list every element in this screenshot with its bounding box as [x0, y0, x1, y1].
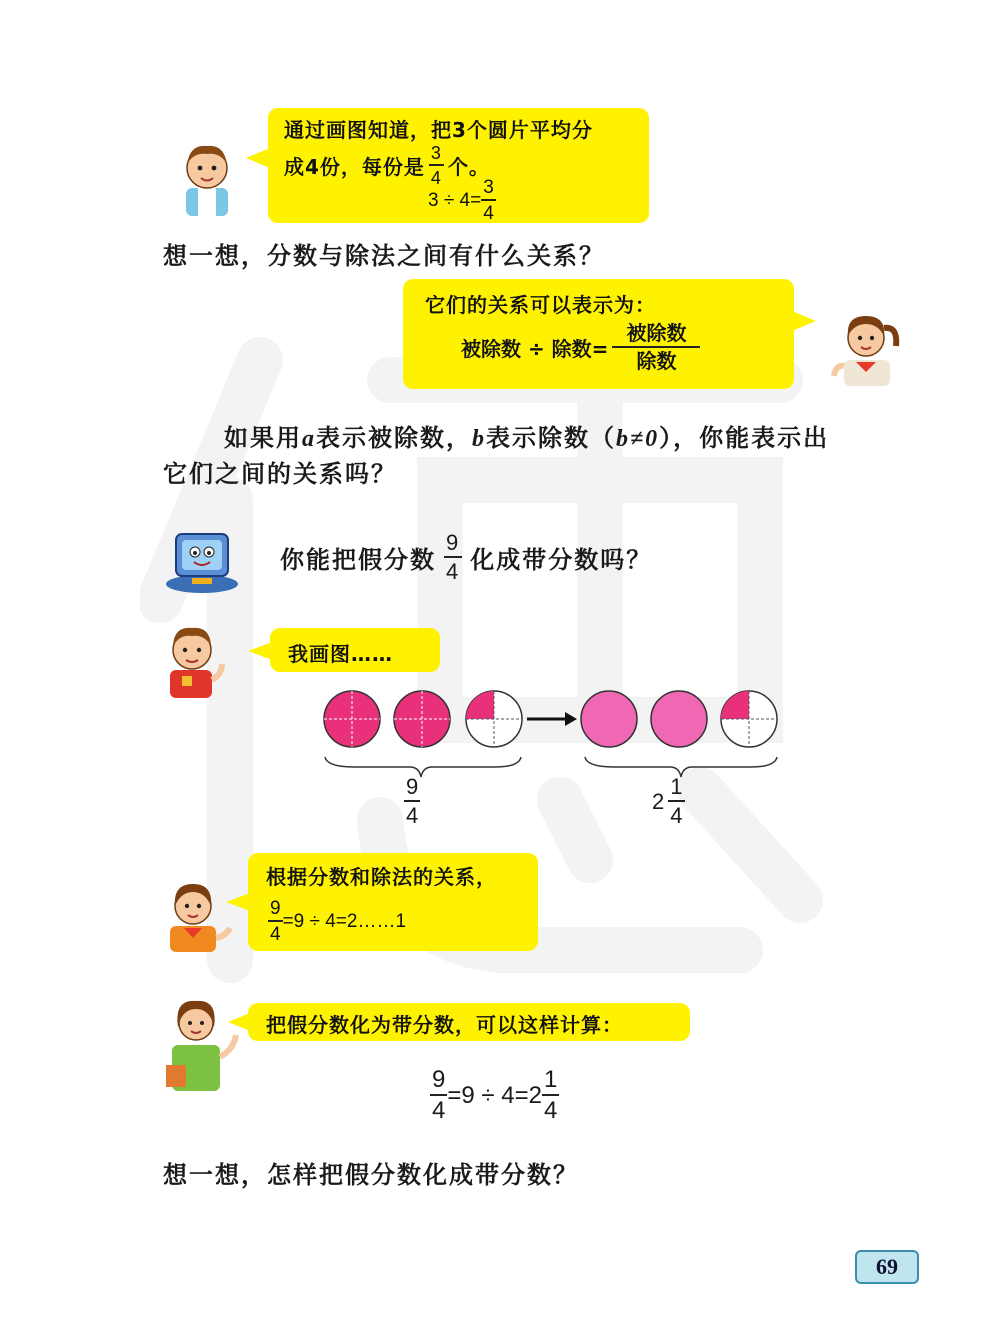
q2-post: 化成带分数吗？ — [470, 545, 653, 574]
equation-fraction — [481, 178, 496, 223]
fraction-numerator: 3 — [429, 144, 444, 166]
fraction-one-quarter — [542, 1068, 559, 1123]
fraction-numerator: 3 — [481, 178, 496, 201]
fraction-numerator: 被除数 — [612, 323, 700, 348]
fraction-numerator: 9 — [404, 776, 420, 802]
speech-bubble-drawing-result — [268, 108, 649, 223]
quarter-circle-right — [721, 691, 777, 747]
arrow-icon — [527, 712, 577, 726]
bubble1-line1: 通过画图知道，把3个圆片平均分 — [284, 118, 593, 142]
equation-middle: =9 ÷ 4=2 — [447, 1081, 542, 1109]
speech-bubble-division-relation — [248, 853, 538, 951]
fraction-denominator: 4 — [406, 803, 419, 828]
q1-part1: 如果用 — [224, 423, 302, 452]
bubble3-text: 我画图…… — [288, 642, 393, 666]
fraction-numerator: 1 — [668, 776, 684, 802]
bubble4-equation — [268, 899, 406, 944]
fraction-nine-quarters — [430, 1068, 447, 1123]
mixed-whole: 2 — [652, 788, 665, 814]
boy-character-icon — [176, 138, 238, 216]
fraction-numerator: 9 — [268, 899, 283, 922]
q1-part3: 表示除数（ — [486, 423, 616, 452]
q2-pre: 你能把假分数 — [280, 545, 436, 574]
equation-remainder: =9 ÷ 4=2……1 — [282, 910, 407, 932]
fraction-denominator: 4 — [483, 203, 494, 224]
fraction-nine-quarters — [268, 899, 283, 944]
teacher-character-icon — [160, 993, 244, 1091]
label-nine-quarters — [404, 776, 420, 827]
variable-b: b — [472, 426, 486, 452]
think-prompt-relation: 想一想，分数与除法之间有什么关系？ — [163, 241, 605, 270]
label-two-and-one-quarter — [652, 776, 685, 827]
fraction-denominator: 4 — [446, 559, 461, 584]
fraction-denominator: 4 — [432, 1097, 446, 1124]
fraction-denominator: 4 — [670, 803, 683, 828]
variable-a: a — [302, 426, 316, 452]
fraction-numerator: 9 — [444, 532, 462, 558]
bubble2-line1: 它们的关系可以表示为： — [425, 293, 656, 317]
computer-mascot-icon — [162, 528, 242, 594]
bubble1-equation — [428, 178, 496, 223]
formula-fraction — [612, 323, 700, 371]
fraction-denominator: 4 — [430, 168, 442, 188]
speech-bubble-conversion-method — [248, 1003, 690, 1041]
bubble1-line2-post: 个。 — [447, 155, 490, 179]
bubble2-formula — [461, 323, 700, 371]
fraction-label-right — [668, 776, 684, 827]
fraction-numerator: 1 — [542, 1068, 559, 1096]
girl-pointing-character-icon — [160, 876, 236, 952]
fraction-denominator: 4 — [543, 1097, 558, 1124]
question-improper-to-mixed — [280, 532, 652, 583]
fraction-denominator: 除数 — [636, 349, 677, 373]
fraction-nine-quarters — [444, 532, 462, 583]
circle-fraction-diagram — [315, 685, 785, 835]
full-circle-4 — [651, 691, 707, 747]
boy-waving-character-icon — [162, 620, 228, 698]
bubble5-text: 把假分数化为带分数，可以这样计算： — [266, 1013, 623, 1037]
question-letters-relation-line1 — [224, 418, 829, 453]
fraction-denominator: 4 — [270, 924, 281, 945]
full-circle-3 — [581, 691, 637, 747]
bubble4-line1: 根据分数和除法的关系， — [266, 865, 497, 889]
conversion-equation — [430, 1068, 559, 1123]
formula-left: 被除数 ÷ 除数= — [461, 336, 609, 361]
full-circle-1 — [324, 691, 380, 747]
speech-bubble-relation-formula — [403, 279, 794, 389]
q1-part4: ），你能表示出 — [659, 423, 830, 452]
equation-left: 3 ÷ 4= — [428, 189, 482, 211]
fraction-label-left — [404, 776, 420, 827]
question-letters-relation-line2: 它们之间的关系吗？ — [163, 459, 397, 488]
page-number: 69 — [855, 1250, 919, 1284]
think-prompt-conversion: 想一想，怎样把假分数化成带分数？ — [163, 1160, 579, 1189]
speech-bubble-draw — [270, 628, 440, 672]
condition-b-nonzero: b≠0 — [616, 426, 660, 452]
full-circle-2 — [394, 691, 450, 747]
left-brace — [325, 757, 521, 777]
q1-part2: 表示被除数， — [316, 423, 472, 452]
quarter-circle-left — [466, 691, 522, 747]
bubble1-line2-pre: 成4份，每份是 — [284, 155, 425, 179]
girl-character-icon — [826, 306, 906, 386]
fraction-numerator: 9 — [430, 1068, 447, 1096]
